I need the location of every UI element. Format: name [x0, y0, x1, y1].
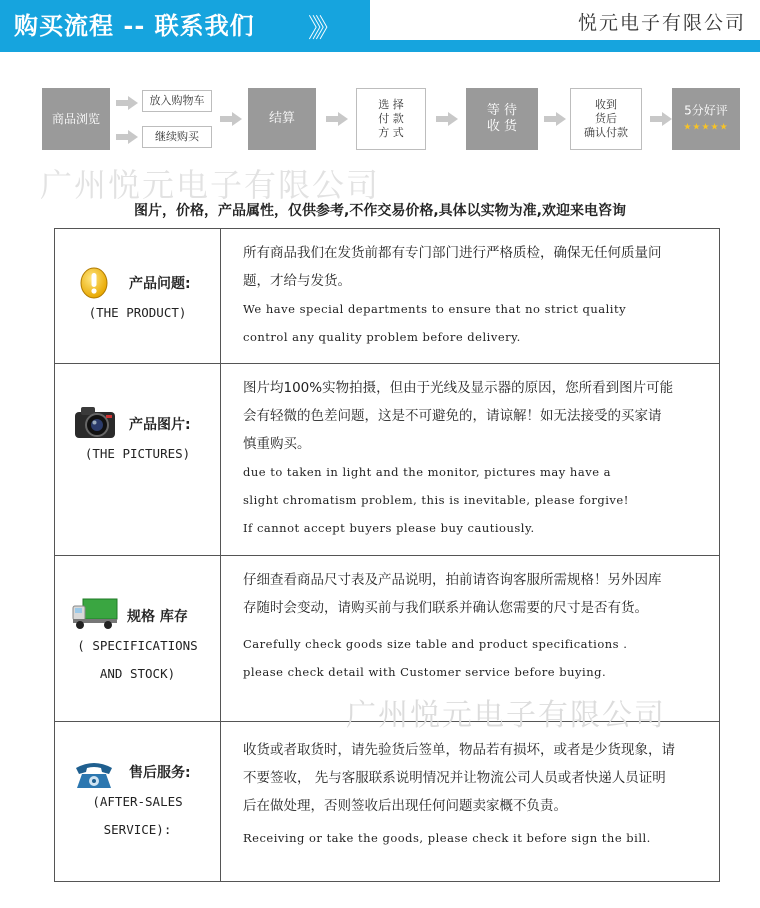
- section-label-zh: 产品问题:: [129, 276, 191, 292]
- watermark-top: 广州悦元电子有限公司: [40, 166, 381, 204]
- table-row-product: [55, 229, 719, 364]
- section-text-en: control any quality problem before delivery.: [243, 330, 521, 344]
- header-banner: [0, 0, 760, 56]
- arrow-right-icon: [116, 96, 138, 110]
- section-label-zh: 规格 库存: [127, 609, 188, 625]
- warning-bulb-icon: [79, 267, 109, 303]
- section-text-en: Receiving or take the goods, please check it before sign the bill.: [243, 831, 651, 845]
- section-text-zh: 存随时会变动，请购买前与我们联系并确认您需要的尺寸是否有货。: [243, 600, 648, 616]
- info-table: [54, 228, 720, 882]
- flow-step-review: 5分好评 ★★★★★: [672, 88, 740, 150]
- section-text-zh: 题，才给与发货。: [243, 273, 351, 289]
- section-label-zh: 产品图片:: [129, 417, 191, 433]
- section-text-en: slight chromatism problem, this is inevitable, please forgive!: [243, 493, 629, 507]
- delivery-truck-icon: [71, 596, 119, 630]
- section-label-en: AND STOCK): [99, 666, 176, 681]
- telephone-icon: [73, 760, 115, 790]
- section-text-zh: 仔细查看商品尺寸表及产品说明，拍前请咨询客服所需规格！另外因库: [243, 572, 662, 588]
- flow-step-browse: 商品浏览: [42, 88, 110, 150]
- arrow-right-icon: [436, 112, 458, 126]
- section-text-en: We have special departments to ensure that no strict quality: [243, 302, 627, 316]
- section-text-zh: 收货或者取货时，请先验货后签单，物品若有损坏，或者是少货现象，请: [243, 742, 675, 758]
- section-text-zh: 会有轻微的色差问题，这是不可避免的，请谅解！如无法接受的买家请: [243, 408, 662, 424]
- section-text-en: due to taken in light and the monitor, pictures may have a: [243, 465, 612, 479]
- purchase-flow: [0, 86, 760, 156]
- section-label-en: (THE PICTURES): [84, 446, 191, 461]
- price-notice: 图片，价格，产品属性，仅供参考,不作交易价格,具体以实物为准,欢迎来电咨询: [134, 203, 626, 219]
- arrow-right-icon: [544, 112, 566, 126]
- table-row-pictures: [55, 364, 719, 556]
- section-label-en: SERVICE):: [103, 822, 172, 837]
- section-label-en: (THE PRODUCT): [88, 305, 187, 320]
- flow-step-confirm: 收到 货后 确认付款: [570, 88, 642, 150]
- section-text-zh: 不要签收， 先与客服联系说明情况并让物流公司人员或者快递人员证明: [243, 770, 666, 786]
- arrow-right-icon: [220, 112, 242, 126]
- arrow-right-icon: [116, 130, 138, 144]
- section-text-en: If cannot accept buyers please buy cautiously.: [243, 521, 535, 535]
- arrow-right-icon: [650, 112, 672, 126]
- camera-icon: [73, 404, 117, 440]
- section-label-en: (AFTER-SALES: [92, 794, 183, 809]
- section-text-zh: 慎重购买。: [243, 436, 311, 452]
- flow-step-add-cart: 放入购物车: [142, 90, 212, 112]
- arrow-right-icon: [326, 112, 348, 126]
- company-name: 悦元电子有限公司: [577, 12, 746, 34]
- flow-step-payment: 选 择 付 款 方 式: [356, 88, 426, 150]
- star-rating-icon: ★★★★★: [683, 122, 729, 133]
- section-text-zh: 后在做处理，否则签收后出现任何问题卖家概不负责。: [243, 798, 567, 814]
- section-text-en: please check detail with Customer service before buying.: [243, 665, 607, 679]
- flow-step-wait: 等 待 收 货: [466, 88, 538, 150]
- section-label-zh: 售后服务:: [129, 765, 191, 781]
- section-text-zh: 所有商品我们在发货前都有专门部门进行严格质检，确保无任何质量问: [243, 245, 662, 261]
- section-text-zh: 图片均100%实物拍摄，但由于光线及显示器的原因，您所看到图片可能: [243, 380, 674, 396]
- flow-step-checkout: 结算: [248, 88, 316, 150]
- watermark-mid: 广州悦元电子有限公司: [346, 698, 666, 733]
- table-row-after-sales: [55, 722, 719, 881]
- section-text-en: Carefully check goods size table and product specifications .: [243, 637, 628, 651]
- section-label-en: ( SPECIFICATIONS: [77, 638, 198, 653]
- header-title: 购买流程 -- 联系我们: [14, 11, 255, 40]
- flow-step-continue: 继续购买: [142, 126, 212, 148]
- double-chevron-icon: 》》: [308, 14, 336, 44]
